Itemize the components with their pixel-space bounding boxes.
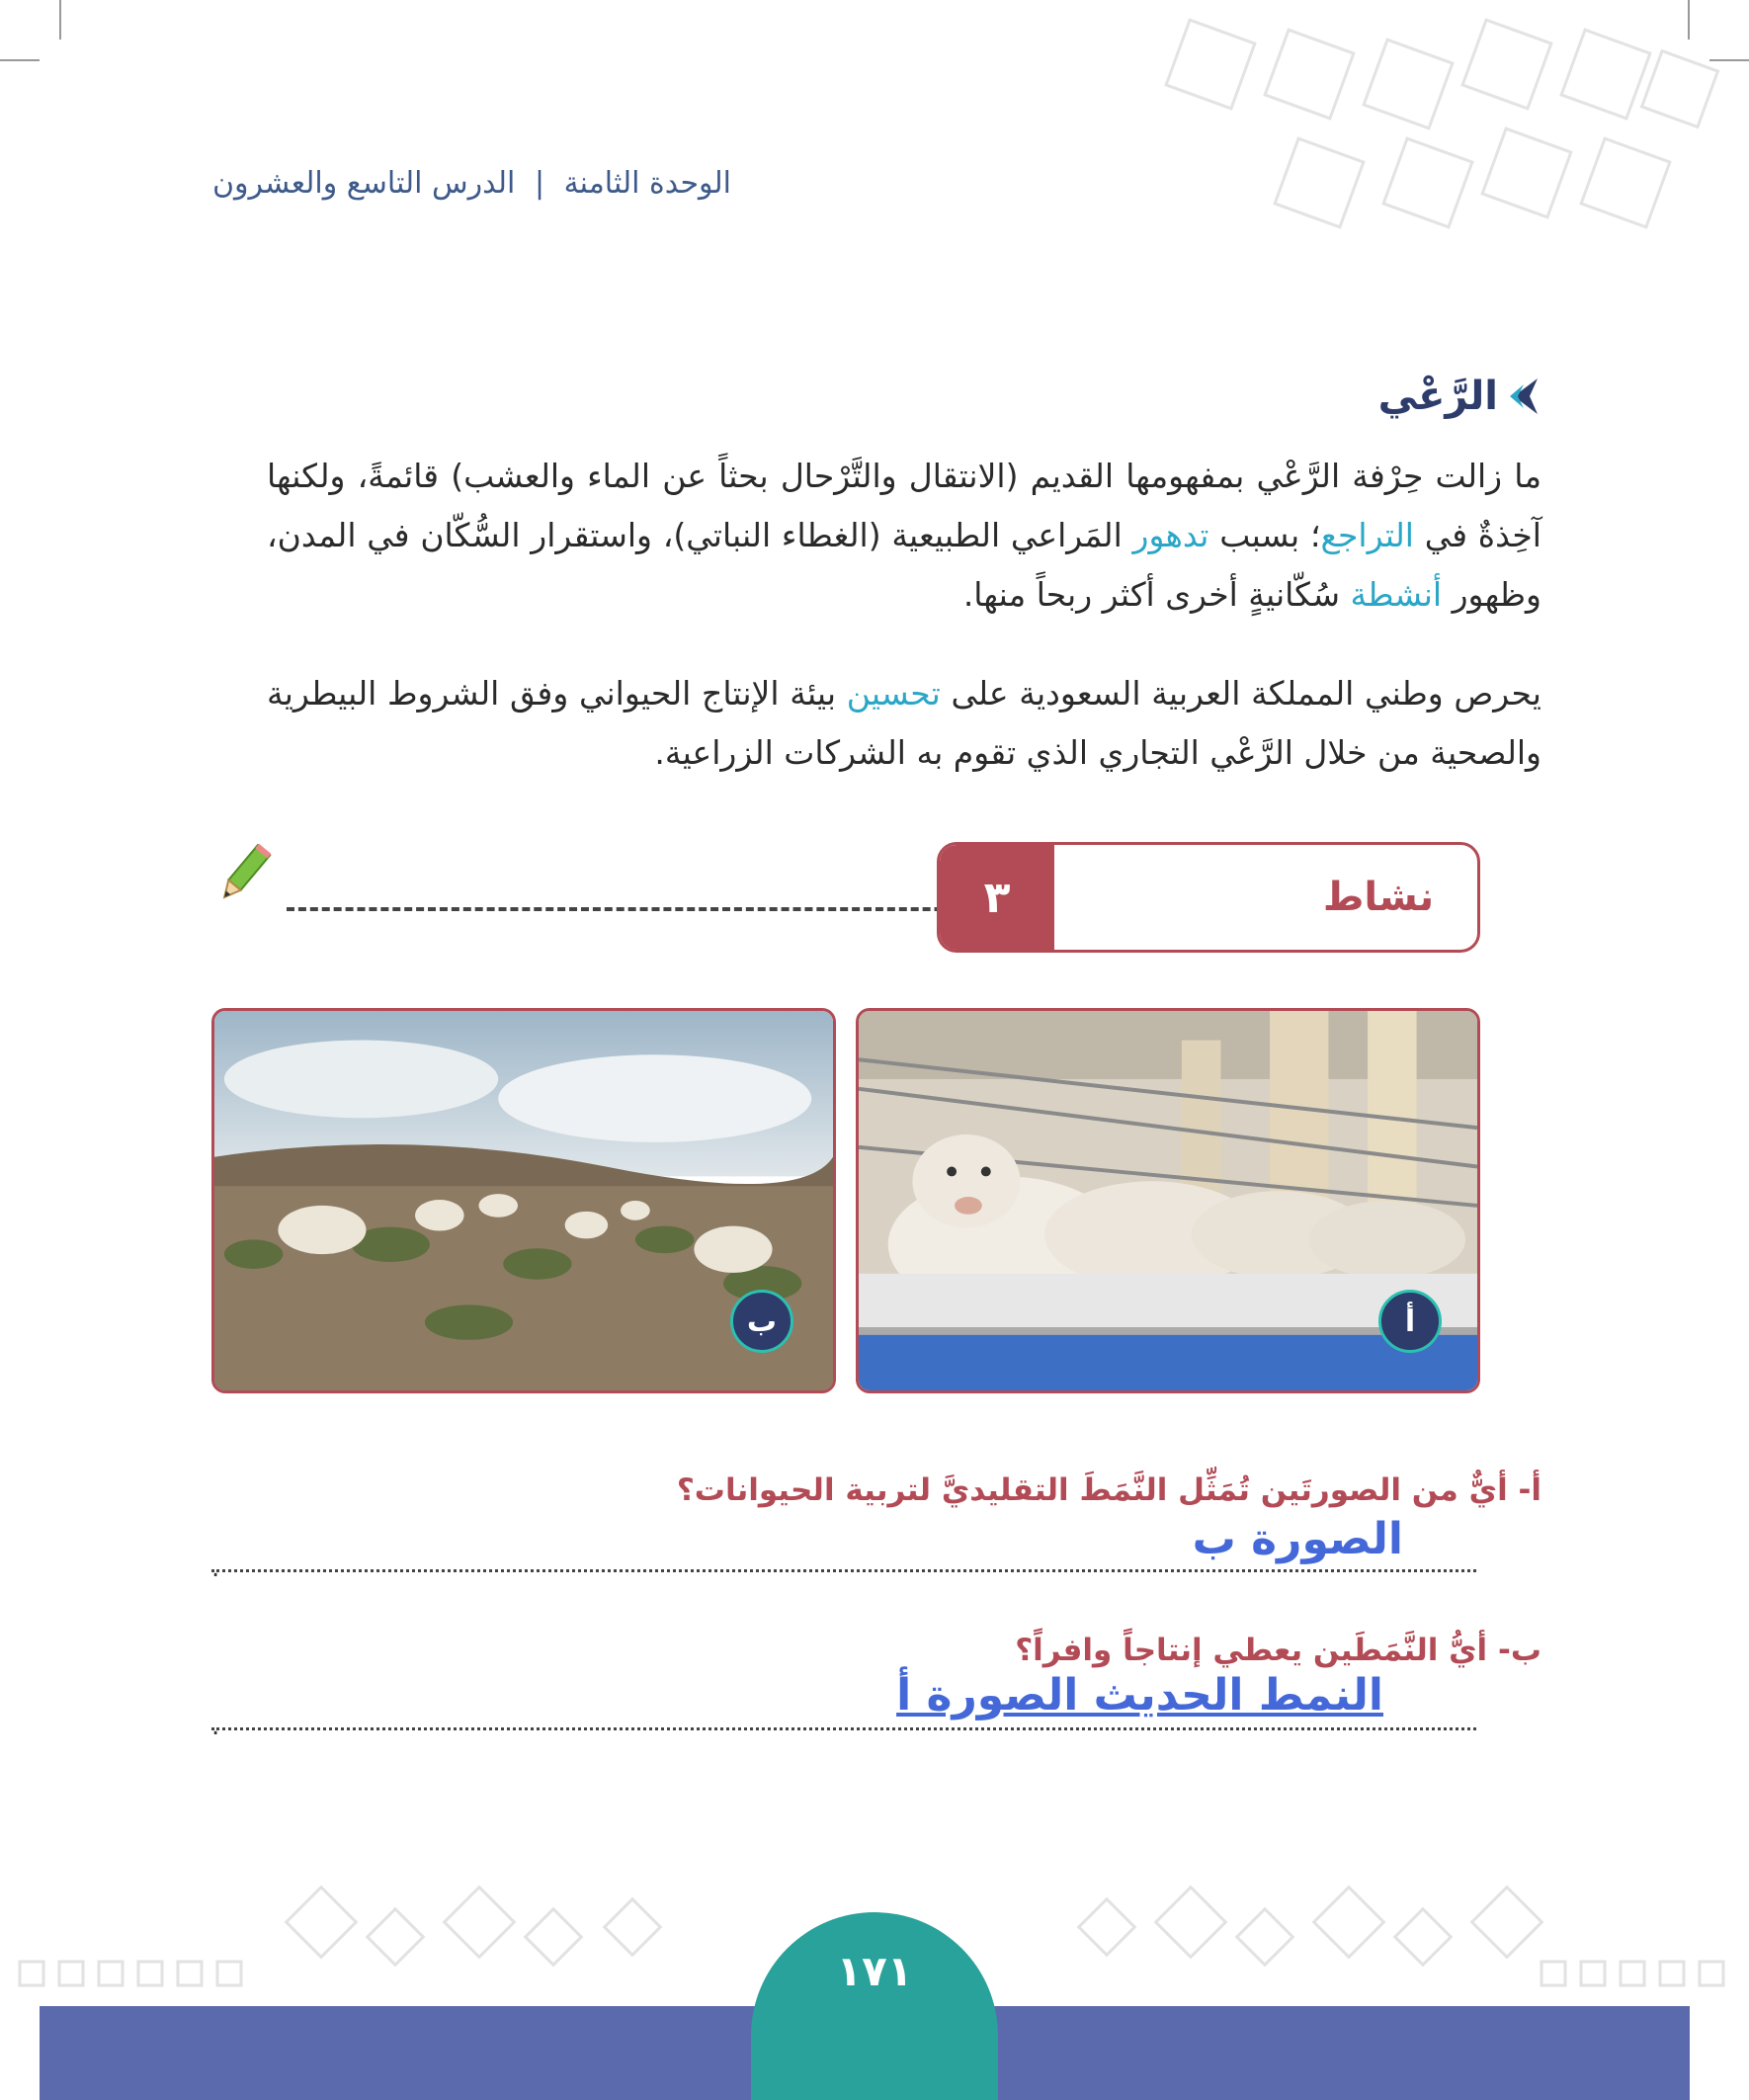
paragraph-2-text: بيئة الإنتاج الحيواني وفق الشروط البيطرية والصحية من خلال الرَّعْي التجاري الذي تقوم به الشركات الزراعية.: [267, 674, 1541, 772]
header-separator: |: [534, 166, 545, 201]
chevron-left-icon: [1508, 377, 1541, 416]
page-header: [198, 166, 731, 201]
highlight-term: التراجع: [1320, 516, 1414, 554]
section-title-text: الرَّعْي: [1377, 374, 1498, 419]
activity-number: ٣: [940, 845, 1054, 950]
pencil-icon: [208, 840, 277, 909]
activity-box: [937, 842, 1480, 953]
header-unit: الوحدة الثامنة: [563, 166, 731, 201]
highlight-term: تدهور: [1132, 516, 1209, 554]
paragraph-1-text: ؛ بسبب: [1208, 516, 1321, 554]
paragraph-1-text: المَراعي الطبيعية (الغطاء النباتي)، واستقرار السُّكّان في المدن، وظهور: [267, 516, 1541, 614]
paragraph-1-text: سُكّانيةٍ أخرى أكثر ربحاً منها.: [962, 575, 1351, 614]
paragraph-1: [267, 447, 1541, 625]
crop-mark: [0, 59, 40, 61]
photo-b-badge: ب: [730, 1290, 793, 1353]
crop-mark: [59, 0, 61, 40]
highlight-term: تحسين: [846, 674, 941, 713]
question-1: أ- أيٌّ من الصورتَين تُمَثِّل النَّمَطَ التقليديَّ لتربية الحيوانات؟: [676, 1472, 1541, 1508]
question-2: ب- أيُّ النَّمَطَين يعطي إنتاجاً وافراً؟: [1015, 1633, 1541, 1668]
paragraph-2-text: يحرص وطني المملكة العربية السعودية على: [940, 674, 1541, 713]
photo-traditional-grazing: [211, 1008, 836, 1393]
answer-line-1: [211, 1569, 1476, 1572]
section-title: [1378, 374, 1541, 419]
photo-a-badge: أ: [1378, 1290, 1442, 1353]
page-number: ١٧١: [836, 1947, 913, 1995]
line-end-dot: .: [211, 1554, 220, 1583]
answer-line-2: [211, 1727, 1476, 1730]
answer-1: الصورة ب: [1192, 1514, 1403, 1564]
paragraph-2: [267, 664, 1541, 783]
photo-modern-barn: [856, 1008, 1480, 1393]
answer-2: النمط الحديث الصورة أ: [896, 1670, 1383, 1721]
line-end-dot: .: [211, 1712, 220, 1741]
header-lesson: الدرس التاسع والعشرون: [211, 166, 516, 201]
highlight-term: أنشطة: [1350, 575, 1443, 614]
paragraph-1-text: ما زالت حِرْفة الرَّعْي بمفهومها القديم (الانتقال والتَّرْحال بحثاً عن الماء والعشب) قائمةً، ولكنها آخِذةٌ في: [267, 457, 1541, 554]
decorative-pattern-top: [1038, 0, 1749, 287]
activity-label: نشاط: [1322, 875, 1435, 920]
